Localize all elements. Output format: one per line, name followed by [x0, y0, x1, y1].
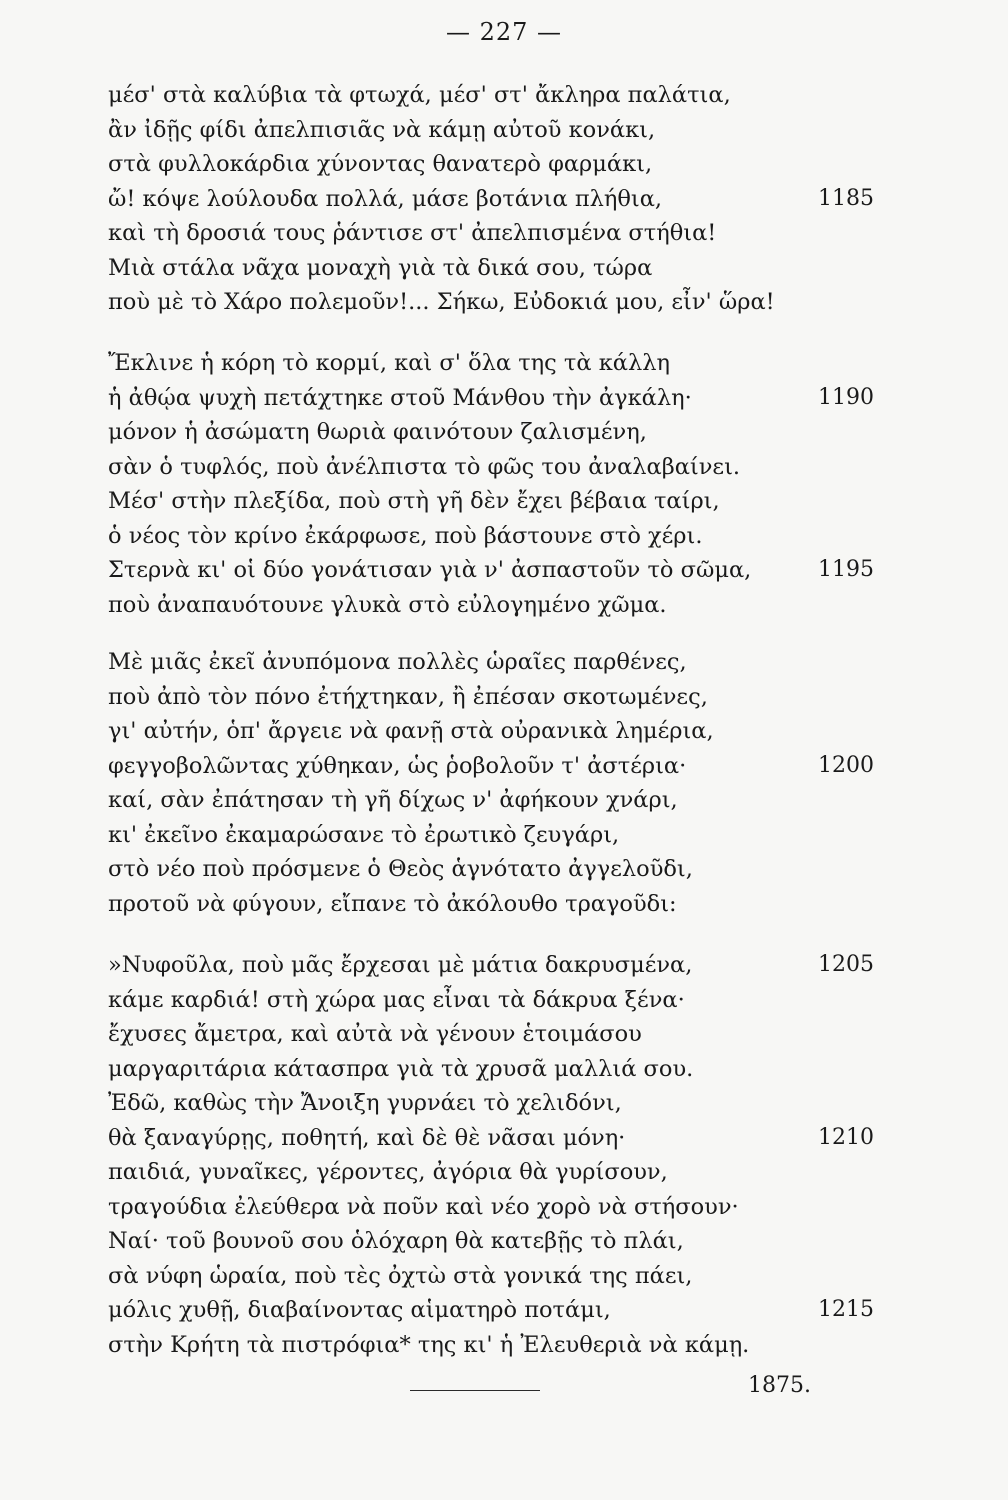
poem-line: [108, 680, 888, 715]
poem-line-text: ἔχυσες ἄμετρα, καὶ αὐτὰ νὰ γένουν ἑτοιμάσου: [108, 1021, 642, 1047]
poem-line-text: ὁ νέος τὸν κρίνο ἐκάρφωσε, ποὺ βάστουνε στὸ χέρι.: [108, 522, 703, 549]
poem-line-text: ποὺ ἀναπαυότουνε γλυκὰ στὸ εὐλογημένο χῶμα.: [108, 591, 667, 618]
poem-line-text: Μέσ' στὴν πλεξίδα, ποὺ στὴ γῆ δὲν ἔχει βέβαια ταίρι,: [108, 488, 720, 514]
poem-line: [108, 1086, 888, 1121]
poem-line-text: καί, σὰν ἐπάτησαν τὴ γῆ δίχως ν' ἀφήκουν χνάρι,: [108, 787, 678, 813]
poem-line-text: καὶ τὴ δροσιά τους ῥάντισε στ' ἀπελπισμένα στήθια!: [108, 220, 717, 246]
date: 1875.: [748, 1373, 811, 1398]
poem-line-text: κάμε καρδιά! στὴ χώρα μας εἶναι τὰ δάκρυα ξένα·: [108, 986, 685, 1013]
poem-line: [108, 852, 888, 887]
poem-line: [108, 182, 888, 217]
poem-line-text: ποὺ ἀπὸ τὸν πόνο ἐτήχτηκαν, ἢ ἐπέσαν σκοτωμένες,: [108, 683, 708, 710]
poem-line: [108, 887, 888, 922]
poem-line: [108, 1328, 888, 1363]
poem-line-text: μόλις χυθῇ, διαβαίνοντας αἱματηρὸ ποτάμι,: [108, 1297, 611, 1323]
poem-line-text: μαργαριτάρια κάτασπρα γιὰ τὰ χρυσᾶ μαλλιά σου.: [108, 1055, 694, 1082]
line-number: 1210: [818, 1124, 874, 1150]
poem-line-text: στὸ νέο ποὺ πρόσμενε ὁ Θεὸς ἁγνότατο ἀγγελοῦδι,: [108, 856, 693, 882]
poem-line: [108, 285, 888, 320]
poem-line-text: κι' ἐκεῖνο ἐκαμαρώσανε τὸ ἐρωτικὸ ζευγάρι,: [108, 821, 620, 848]
poem-line-text: σὰ νύφη ὡραία, ποὺ τὲς ὀχτὼ στὰ γονικά της πάει,: [108, 1262, 693, 1289]
stanza: [108, 948, 888, 1362]
poem-line: [108, 818, 888, 853]
footnote-rule: [410, 1390, 540, 1391]
poem-line: [108, 714, 888, 749]
poem-line-text: Μὲ μιᾶς ἐκεῖ ἀνυπόμονα πολλὲς ὡραῖες παρθένες,: [108, 649, 687, 675]
poem-line-text: ὤ! κόψε λούλουδα πολλά, μάσε βοτάνια πλήθια,: [108, 185, 663, 212]
line-number: 1205: [818, 952, 874, 977]
poem-line: [108, 1190, 888, 1225]
poem-line: [108, 1121, 888, 1156]
poem-line-text: ἡ ἀθῴα ψυχὴ πετάχτηκε στοῦ Μάνθου τὴν ἀγκάλη·: [108, 384, 692, 411]
poem-line-text: Ἐδῶ, καθὼς τὴν Ἄνοιξη γυρνάει τὸ χελιδόνι,: [108, 1090, 622, 1116]
poem-line: [108, 1293, 888, 1328]
poem-line: [108, 415, 888, 450]
poem-line: [108, 381, 888, 416]
poem-line: [108, 749, 888, 784]
poem-line: [108, 948, 888, 983]
poem-line: [108, 1259, 888, 1294]
stanza: [108, 346, 888, 622]
line-number: 1215: [818, 1297, 874, 1322]
poem-line-text: Ἔκλινε ἡ κόρη τὸ κορμί, καὶ σ' ὅλα της τὰ κάλλη: [108, 350, 670, 376]
poem-line-text: παιδιά, γυναῖκες, γέροντες, ἀγόρια θὰ γυρίσουν,: [108, 1159, 668, 1185]
poem-line: [108, 783, 888, 818]
poem-line: [108, 346, 888, 381]
poem-line-text: θὰ ξαναγύρῃς, ποθητή, καὶ δὲ θὲ νᾶσαι μόνη·: [108, 1124, 626, 1151]
poem-line-text: Μιὰ στάλα νᾶχα μοναχὴ γιὰ τὰ δικά σου, τώρα: [108, 254, 653, 281]
poem-line-text: σὰν ὁ τυφλός, ποὺ ἀνέλπιστα τὸ φῶς του ἀναλαβαίνει.: [108, 453, 741, 480]
poem-line-text: ποὺ μὲ τὸ Χάρο πολεμοῦν!... Σήκω, Εὐδοκιά μου, εἶν' ὥρα!: [108, 289, 775, 315]
poem-line-text: μέσ' στὰ καλύβια τὰ φτωχά, μέσ' στ' ἄκληρα παλάτια,: [108, 82, 731, 108]
poem-line-text: ἂν ἰδῇς φίδι ἀπελπισιᾶς νὰ κάμῃ αὐτοῦ κονάκι,: [108, 116, 656, 143]
line-number: 1200: [818, 752, 874, 778]
poem-line: [108, 78, 888, 113]
poem-line: [108, 588, 888, 623]
poem-line-text: γι' αὐτήν, ὁπ' ἄργειε νὰ φανῇ στὰ οὐρανικὰ λημέρια,: [108, 718, 714, 744]
poem-line-text: στὴν Κρήτη τὰ πιστρόφια* της κι' ἡ Ἐλευθεριὰ νὰ κάμῃ.: [108, 1331, 750, 1358]
poem-line: [108, 1017, 888, 1052]
poem-line-text: προτοῦ νὰ φύγουν, εἴπανε τὸ ἀκόλουθο τραγοῦδι:: [108, 890, 677, 917]
poem-line: [108, 147, 888, 182]
poem-line-text: »Νυφοῦλα, ποὺ μᾶς ἔρχεσαι μὲ μάτια δακρυσμένα,: [108, 952, 693, 978]
poem-line: [108, 450, 888, 485]
poem-line-text: μόνον ἡ ἀσώματη θωριὰ φαινότουν ζαλισμένη,: [108, 419, 647, 445]
stanza: [108, 645, 888, 921]
poem-line: [108, 983, 888, 1018]
poem-line: [108, 1155, 888, 1190]
page-number: — 227 —: [445, 18, 563, 46]
poem-line: [108, 251, 888, 286]
line-number: 1195: [818, 557, 874, 582]
poem-line: [108, 484, 888, 519]
poem-line-text: τραγούδια ἐλεύθερα νὰ ποῦν καὶ νέο χορὸ νὰ στήσουν·: [108, 1193, 739, 1220]
poem-line-text: φεγγοβολῶντας χύθηκαν, ὡς ῥοβολοῦν τ' ἀστέρια·: [108, 752, 687, 779]
line-number: 1185: [818, 185, 874, 211]
poem-line-text: Ναί· τοῦ βουνοῦ σου ὁλόχαρη θὰ κατεβῇς τὸ πλάι,: [108, 1228, 684, 1254]
poem-line: [108, 1052, 888, 1087]
line-number: 1190: [818, 384, 874, 410]
stanza: [108, 78, 888, 320]
poem-line: [108, 645, 888, 680]
poem-line-text: Στερνὰ κι' οἱ δύο γονάτισαν γιὰ ν' ἀσπαστοῦν τὸ σῶμα,: [108, 557, 752, 583]
poem-line: [108, 1224, 888, 1259]
poem-line: [108, 553, 888, 588]
poem-line: [108, 216, 888, 251]
poem-line-text: στὰ φυλλοκάρδια χύνοντας θανατερὸ φαρμάκι,: [108, 151, 653, 177]
poem-line: [108, 519, 888, 554]
poem-line: [108, 113, 888, 148]
